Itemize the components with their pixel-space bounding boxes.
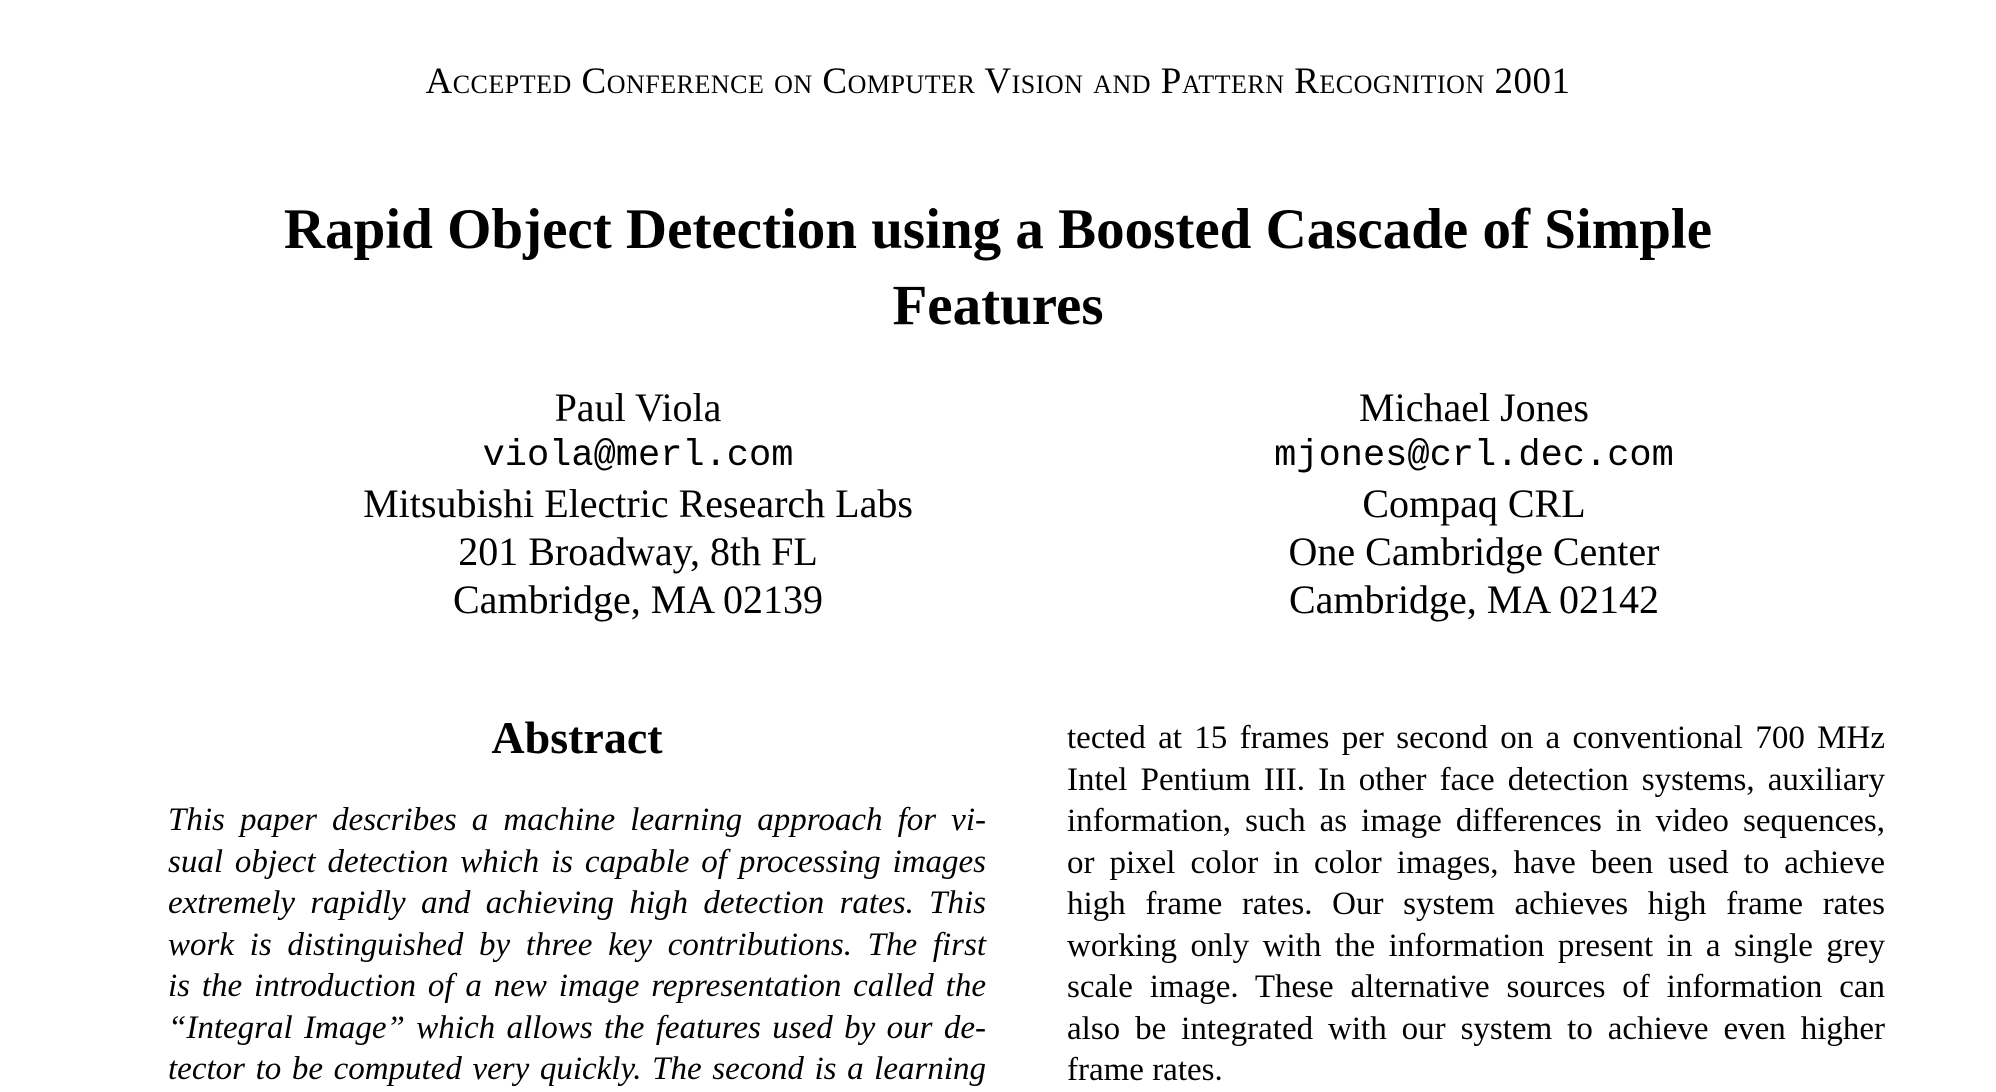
- author-affiliation: Mitsubishi Electric Research Labs: [363, 481, 913, 526]
- author-address-line: Cambridge, MA 02142: [1289, 577, 1659, 622]
- body-line: frame rates.: [1067, 1052, 1223, 1088]
- abstract-line: extremely rapidly and achieving high detection rates. This: [168, 885, 986, 921]
- author-name: Michael Jones: [1359, 385, 1589, 430]
- abstract-line: work is distinguished by three key contributions. The first: [168, 926, 986, 963]
- abstract-line: is the introduction of a new image representation called the: [168, 968, 986, 1004]
- author-address-line: 201 Broadway, 8th FL: [458, 529, 818, 574]
- body-paragraph: [1067, 718, 1885, 1092]
- body-line: working only with the information present in a single grey: [1067, 927, 1885, 964]
- body-line: tected at 15 frames per second on a conventional 700 MHz: [1067, 720, 1885, 756]
- abstract-line: tector to be computed very quickly. The second is a learning: [168, 1051, 986, 1087]
- author-email: mjones@crl.dec.com: [1274, 435, 1674, 477]
- body-line: information, such as image differences in video sequences,: [1067, 803, 1885, 839]
- abstract-text: [168, 800, 986, 1091]
- abstract-line: “Integral Image” which allows the features used by our de-: [168, 1009, 986, 1046]
- paper-title: [0, 192, 1996, 344]
- abstract-heading: Abstract: [491, 712, 663, 763]
- right-column: [1067, 718, 1885, 1092]
- author-block-jones: [1024, 384, 1924, 624]
- title-line: Features: [892, 274, 1104, 337]
- author-address-line: One Cambridge Center: [1288, 529, 1660, 574]
- left-column: [168, 710, 986, 1091]
- author-name: Paul Viola: [554, 385, 722, 430]
- author-email: viola@merl.com: [482, 435, 794, 477]
- author-block-viola: [188, 384, 1088, 624]
- body-line: also be integrated with our system to achieve even higher: [1067, 1010, 1885, 1047]
- body-line: high frame rates. Our system achieves high frame rates: [1067, 886, 1885, 922]
- author-affiliation: Compaq CRL: [1362, 481, 1586, 526]
- running-header: Accepted Conference on Computer Vision and Pattern Recognition 2001: [425, 61, 1571, 102]
- abstract-line: This paper describes a machine learning approach for vi-: [168, 802, 986, 838]
- author-address-line: Cambridge, MA 02139: [453, 577, 823, 622]
- body-line: scale image. These alternative sources of information can: [1067, 969, 1885, 1005]
- title-line: Rapid Object Detection using a Boosted Cascade of Simple: [283, 198, 1713, 261]
- abstract-line: sual object detection which is capable of processing images: [168, 843, 986, 880]
- body-line: Intel Pentium III. In other face detection systems, auxiliary: [1067, 761, 1885, 798]
- body-line: or pixel color in color images, have been used to achieve: [1067, 844, 1885, 881]
